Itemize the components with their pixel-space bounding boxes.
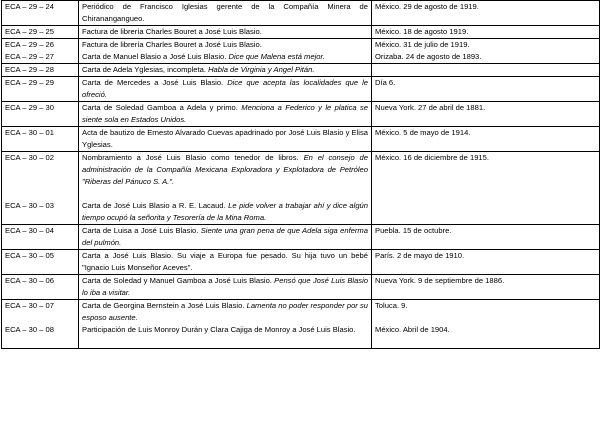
- record-title-text: Carta de José Luis Blasio a R. E. Lacaud.: [82, 201, 229, 210]
- record-place-date: México. 18 de agosto 1919.: [375, 27, 469, 36]
- record-code: ECA – 30 – 03: [5, 201, 54, 210]
- record-place-date: México. 5 de mayo de 1914.: [375, 128, 471, 137]
- catalog-row: [2, 300, 600, 349]
- record-code: ECA – 30 – 05: [5, 251, 54, 260]
- record-place-date: Toluca. 9.: [375, 301, 408, 310]
- record-title-text: Carta de Georgina Bernstein a José Luis Blasio.: [82, 301, 247, 310]
- record-place-date: México. 29 de agosto de 1919.: [375, 2, 479, 11]
- record-description-cell: [79, 77, 372, 102]
- catalog-row: [2, 39, 600, 64]
- record-description: [82, 200, 368, 224]
- record-place-date-cell: [372, 26, 600, 39]
- record-code-cell: [2, 26, 79, 39]
- record-description: [82, 127, 368, 151]
- catalog-row: [2, 225, 600, 250]
- record-place-date-cell: [372, 152, 600, 225]
- record-summary-italic: Dice que acepta las localidades que le ofreció.: [82, 78, 368, 99]
- record-place-date-cell: [372, 64, 600, 77]
- catalog-row: [2, 250, 600, 275]
- record-description-cell: [79, 64, 372, 77]
- record-description: [82, 102, 368, 126]
- record-description: [82, 39, 368, 51]
- record-place-date-cell: [372, 225, 600, 250]
- record-code: ECA – 29 – 30: [5, 103, 54, 112]
- record-place-date: Orizaba. 24 de agosto de 1893.: [375, 52, 482, 61]
- record-title-text: Periódico de Francisco Iglesias gerente de la Compañía Minera de Chiranangangueo.: [82, 2, 368, 23]
- record-place-date-cell: [372, 102, 600, 127]
- catalog-row: [2, 1, 600, 26]
- record-code-cell: [2, 300, 79, 349]
- record-summary-italic: En el consejo de administración de la Compañía Mexicana Exploradora y Explotadora de Petróleo "Riberas del Pánuco S. A.".: [82, 153, 368, 186]
- record-place-date-cell: [372, 1, 600, 26]
- record-code: ECA – 30 – 07: [5, 301, 54, 310]
- record-place-date-cell: [372, 250, 600, 275]
- record-description-cell: [79, 275, 372, 300]
- record-place-date-cell: [372, 77, 600, 102]
- record-place-date-cell: [372, 300, 600, 349]
- record-title-text: Factura de librería Charles Bouret a José Luis Blasio.: [82, 40, 262, 49]
- record-code-cell: [2, 39, 79, 64]
- catalog-row: [2, 77, 600, 102]
- record-summary-italic: Menciona a Federico y le platica se siente sola en Estados Unidos.: [82, 103, 369, 124]
- record-description: [82, 26, 368, 38]
- catalog-table: [1, 0, 600, 349]
- record-code: ECA – 30 – 06: [5, 276, 54, 285]
- record-summary-italic: Le pide volver a trabajar ahí y dice algún tiempo ocupó la señorita y Tesorería de la Mina Roma.: [82, 201, 368, 222]
- record-place-date: México. 31 de julio de 1919.: [375, 40, 470, 49]
- record-place-date: México. 16 de diciembre de 1915.: [375, 153, 489, 162]
- record-code: ECA – 30 – 04: [5, 226, 54, 235]
- record-title-text: Carta de Manuel Blasio a José Luis Blasio.: [82, 52, 229, 61]
- record-description-cell: [79, 26, 372, 39]
- record-description-cell: [79, 152, 372, 225]
- record-code-cell: [2, 127, 79, 152]
- catalog-row: [2, 64, 600, 77]
- record-title-text: Carta de Soledad Gamboa a Adela y primo.: [82, 103, 242, 112]
- record-place-date: París. 2 de mayo de 1910.: [375, 251, 465, 260]
- record-code-cell: [2, 152, 79, 225]
- record-code-cell: [2, 275, 79, 300]
- record-code-cell: [2, 225, 79, 250]
- catalog-row: [2, 152, 600, 225]
- record-title-text: Factura de librería Charles Bouret a José Luis Blasio.: [82, 27, 262, 36]
- record-description-cell: [79, 225, 372, 250]
- record-title-text: Carta de Mercedes a José Luis Blasio.: [82, 78, 228, 87]
- record-place-date-cell: [372, 127, 600, 152]
- record-description: [82, 225, 368, 249]
- record-description: [82, 152, 368, 188]
- record-code-cell: [2, 250, 79, 275]
- catalog-row: [2, 26, 600, 39]
- record-description: [82, 250, 368, 274]
- record-place-date-cell: [372, 39, 600, 64]
- record-summary-italic: Pensó que José Luis Blasio lo iba a visitar.: [82, 276, 369, 297]
- record-title-text: Carta de Soledad y Manuel Gamboa a José Luis Blasio.: [82, 276, 275, 285]
- catalog-row: [2, 127, 600, 152]
- record-code: ECA – 30 – 08: [5, 325, 54, 334]
- record-description: [82, 324, 368, 348]
- record-title-text: Carta a José Luis Blasio. Su viaje a Europa fue pesado. Su hija tuvo un bebé "Ignacio Luis Monseñor Aceves".: [82, 251, 368, 272]
- record-place-date: [375, 64, 596, 76]
- catalog-body: [2, 1, 600, 349]
- record-title-text: Acta de bautizo de Ernesto Alvarado Cuevas apadrinado por José Luis Blasio y Elisa Yglesias.: [82, 128, 368, 149]
- record-description-cell: [79, 300, 372, 349]
- record-summary-italic: Lamenta no poder responder por su esposo ausente.: [82, 301, 368, 322]
- record-description-cell: [79, 250, 372, 275]
- record-code: ECA – 29 – 26: [5, 40, 54, 49]
- record-place-date: Nueva York. 9 de septiembre de 1886.: [375, 276, 505, 285]
- record-description: [82, 64, 368, 76]
- catalog-row: [2, 275, 600, 300]
- record-code: ECA – 30 – 02: [5, 153, 54, 162]
- catalog-row: [2, 102, 600, 127]
- record-title-text: Participación de Luis Monroy Durán y Clara Cajiga de Monroy a José Luis Blasio.: [82, 325, 356, 334]
- record-code: ECA – 30 – 01: [5, 128, 54, 137]
- record-code-cell: [2, 77, 79, 102]
- record-place-date: [375, 200, 596, 224]
- record-description: [82, 51, 368, 63]
- record-description-cell: [79, 1, 372, 26]
- record-description: [82, 77, 368, 101]
- record-description-cell: [79, 39, 372, 64]
- record-title-text: Nombramiento a José Luis Blasio como tenedor de libros.: [82, 153, 304, 162]
- record-place-date: Nueva York. 27 de abril de 1881.: [375, 103, 486, 112]
- record-code-cell: [2, 64, 79, 77]
- record-code: ECA – 29 – 24: [5, 2, 54, 11]
- record-code: ECA – 29 – 29: [5, 78, 54, 87]
- record-summary-italic: Siente una gran pena de que Adela siga enferma del pulmón.: [82, 226, 368, 247]
- record-title-text: Carta de Adela Yglesias, incompleta.: [82, 65, 209, 74]
- record-code: ECA – 29 – 27: [5, 52, 54, 61]
- record-summary-italic: Dice que Malena está mejor.: [228, 52, 325, 61]
- record-place-date-cell: [372, 275, 600, 300]
- record-summary-italic: Habla de Virginia y Angel Pitán.: [208, 65, 315, 74]
- record-code: ECA – 29 – 25: [5, 27, 54, 36]
- record-code-cell: [2, 1, 79, 26]
- record-description: [82, 1, 368, 25]
- record-description: [82, 275, 368, 299]
- record-description-cell: [79, 102, 372, 127]
- record-place-date: Puebla. 15 de octubre.: [375, 226, 452, 235]
- record-code: ECA – 29 – 28: [5, 65, 54, 74]
- record-place-date: México. Abril de 1904.: [375, 325, 450, 334]
- record-description: [82, 300, 368, 324]
- record-place-date: Día 6.: [375, 78, 396, 87]
- record-code-cell: [2, 102, 79, 127]
- record-description-cell: [79, 127, 372, 152]
- record-title-text: Carta de Luisa a José Luis Blasio.: [82, 226, 201, 235]
